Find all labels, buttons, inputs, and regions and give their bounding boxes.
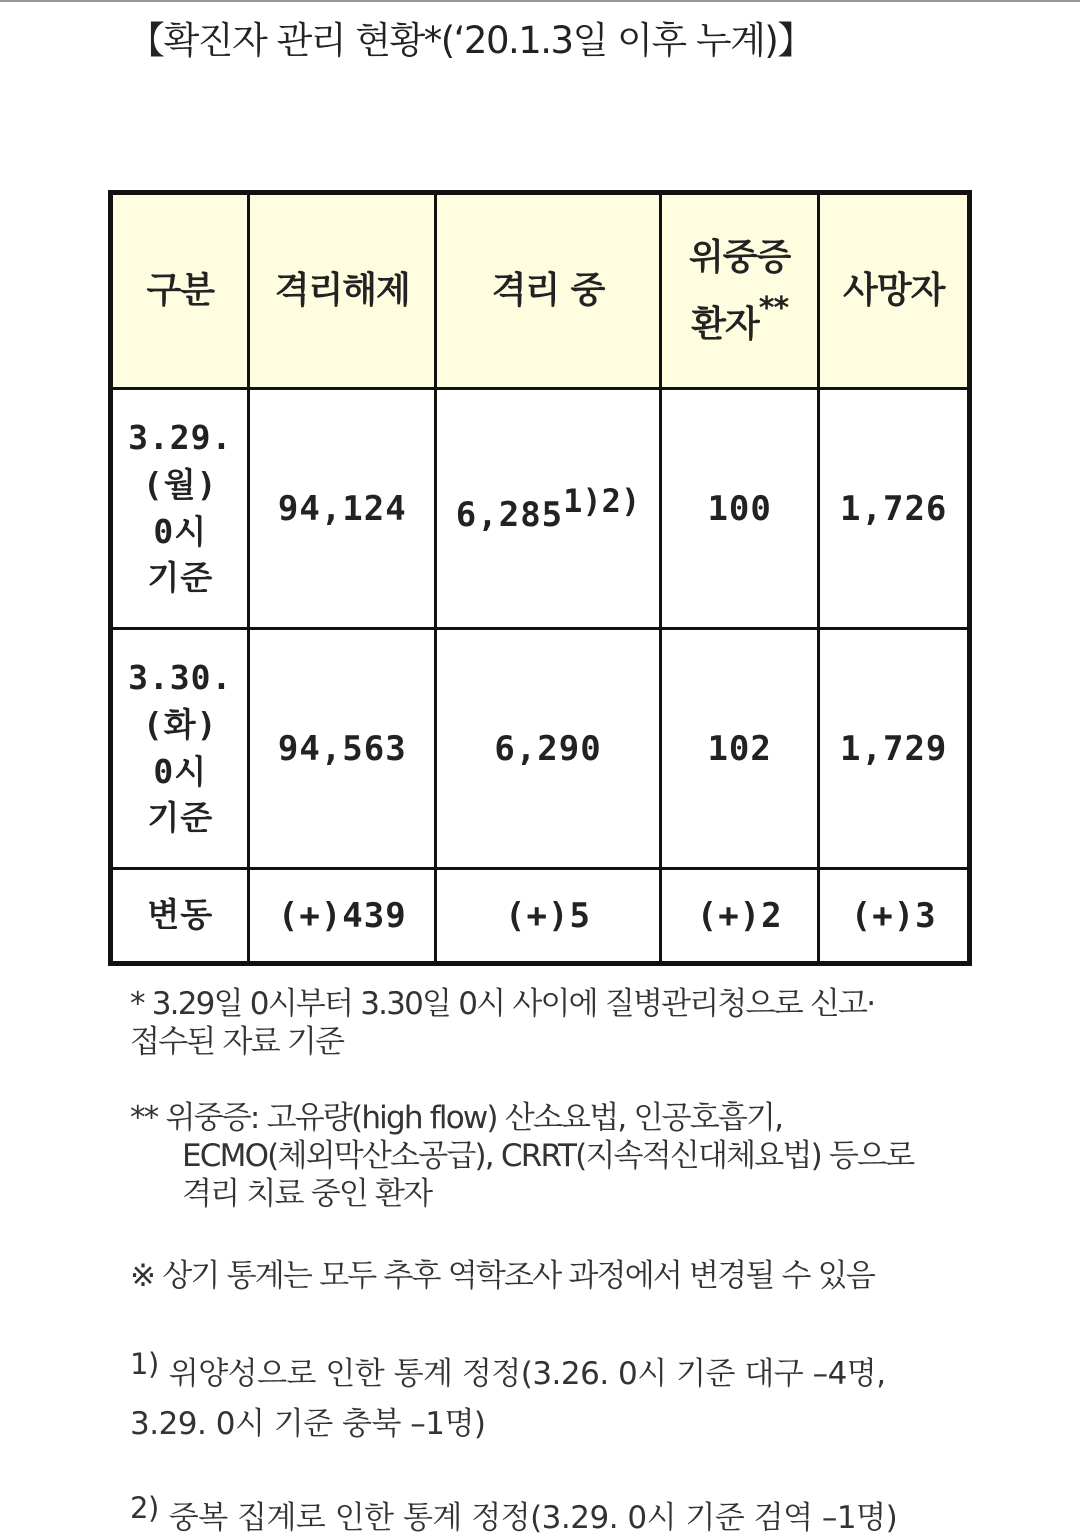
row-day: (화)	[142, 704, 218, 744]
footnote-1-number: 1)	[130, 1347, 159, 1381]
change-critical: (+)2	[660, 869, 819, 964]
footnote-1-line1: 위양성으로 인한 통계 정정(3.26. 0시 기준 대구 –4명,	[168, 1356, 886, 1392]
cell-isolated-value: 6,285	[455, 495, 564, 536]
row-basis: 기준	[147, 798, 214, 838]
change-deaths: (+)3	[819, 869, 970, 964]
footnote-1-line2: 3.29. 0시 기준 충북 –1명)	[130, 1406, 486, 1442]
top-divider	[0, 0, 1080, 2]
footnotes	[130, 985, 950, 1537]
note-critical-line3: 격리 치료 중인 환자	[182, 1176, 432, 1212]
cell-isolated	[436, 389, 661, 629]
row-day: (월)	[142, 464, 218, 504]
cell-critical: 100	[660, 389, 819, 629]
note-asterisk-line2: 접수된 자료 기준	[130, 1024, 344, 1060]
cell-isolated-footnote: 1)2)	[563, 482, 641, 521]
header-critical-footnote-mark: **	[758, 290, 789, 326]
footnote-2-text: 중복 집계로 인한 통계 정정(3.29. 0시 기준 검역 –1명)	[168, 1500, 898, 1536]
footnote-2-number: 2)	[130, 1491, 159, 1525]
change-released: (+)439	[249, 869, 436, 964]
header-critical	[660, 193, 819, 389]
cell-deaths: 1,726	[819, 389, 970, 629]
row-basis: 기준	[147, 558, 214, 598]
cell-released: 94,124	[249, 389, 436, 629]
page-title: 【확진자 관리 현황*(‘20.1.3일 이후 누계)】	[128, 19, 813, 62]
cell-released: 94,563	[249, 629, 436, 869]
note-asterisk-line1: * 3.29일 0시부터 3.30일 0시 사이에 질병관리청으로 신고·	[130, 986, 875, 1022]
row-hour: 0시	[153, 751, 208, 791]
row-hour: 0시	[153, 511, 208, 551]
header-released: 격리해제	[249, 193, 436, 389]
row-date-cell	[111, 389, 249, 629]
cell-deaths: 1,729	[819, 629, 970, 869]
table-row	[111, 629, 970, 869]
note-disclaimer: ※ 상기 통계는 모두 추후 역학조사 과정에서 변경될 수 있음	[130, 1258, 875, 1294]
change-label: 변동	[111, 869, 249, 964]
note-critical-line1: ** 위중증: 고유량(high flow) 산소요법, 인공호흡기,	[130, 1100, 783, 1136]
table-header-row	[111, 193, 970, 389]
change-row	[111, 869, 970, 964]
header-critical-line1: 위중증	[689, 236, 791, 278]
row-date-cell	[111, 629, 249, 869]
row-date: 3.30.	[128, 657, 233, 697]
table-row	[111, 389, 970, 629]
header-deaths: 사망자	[819, 193, 970, 389]
footnote-1	[130, 1339, 950, 1449]
patient-management-table	[108, 190, 972, 966]
header-critical-line2: 환자	[691, 303, 759, 345]
footnote-2	[130, 1489, 950, 1537]
cell-critical: 102	[660, 629, 819, 869]
header-isolated: 격리 중	[436, 193, 661, 389]
change-isolated: (+)5	[436, 869, 661, 964]
row-date: 3.29.	[128, 417, 233, 457]
cell-isolated: 6,290	[436, 629, 661, 869]
header-category: 구분	[111, 193, 249, 389]
note-critical-line2: ECMO(체외막산소공급), CRRT(지속적신대체요법) 등으로	[182, 1138, 914, 1174]
